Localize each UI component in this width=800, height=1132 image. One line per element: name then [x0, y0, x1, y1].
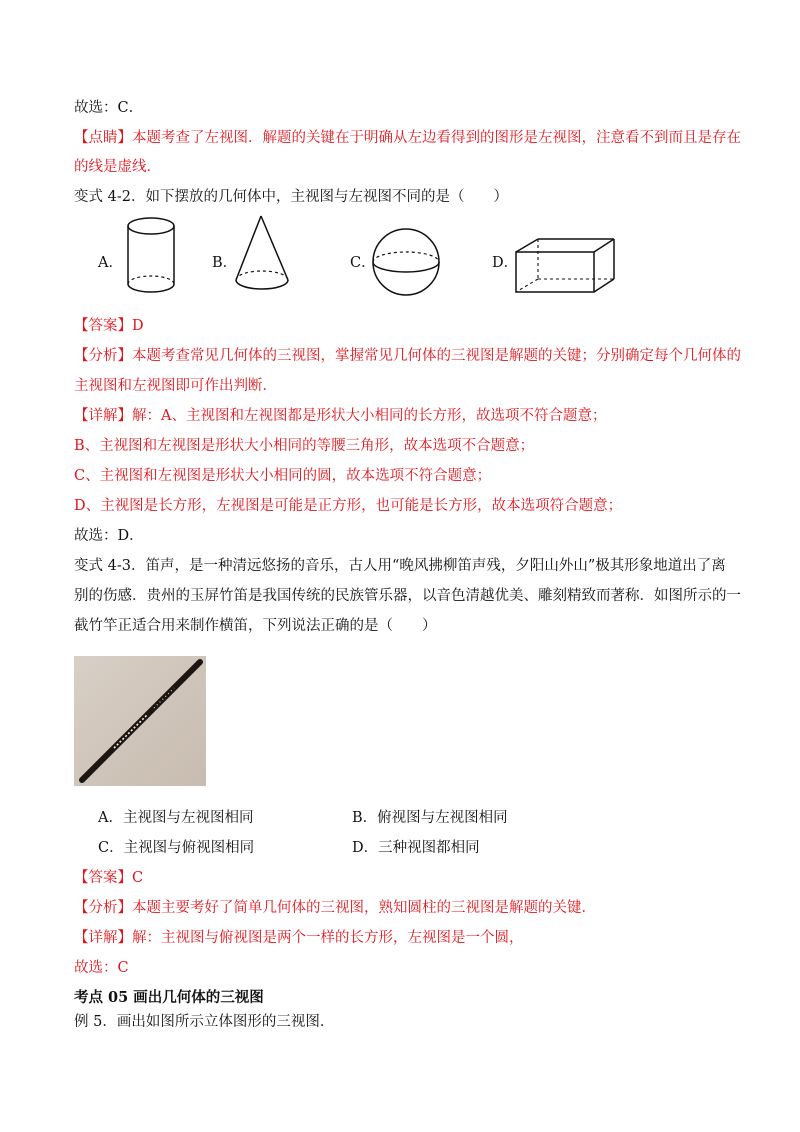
cuboid-figure [512, 236, 618, 296]
answer-4-2: 【答案】D [74, 318, 144, 334]
answer-choice-4-3: 故选：C [74, 960, 129, 976]
analysis-4-2-line-2: 主视图和左视图即可作出判断． [74, 378, 277, 394]
cone-figure [230, 212, 296, 296]
figure-label-a: A． [98, 255, 123, 271]
question-4-3-line-3: 截竹竿正适合用来制作横笛，下列说法正确的是（ ） [74, 618, 437, 634]
detail-4-2-b: B、主视图和左视图是形状大小相同的等腰三角形，故本选项不合题意； [74, 438, 535, 454]
section-heading: 考点 05 画出几何体的三视图 [74, 989, 264, 1006]
analysis-4-2-line-1: 【分析】本题考查常见几何体的三视图，掌握常见几何体的三视图是解题的关键；分别确定每个几何体的 [74, 348, 741, 364]
sphere-figure [368, 226, 444, 298]
tip-line-1: 【点睛】本题考查了左视图．解题的关键在于明确从左边看得到的图形是左视图，注意看不到而且是存在 [74, 130, 741, 146]
analysis-4-3: 【分析】本题主要考好了简单几何体的三视图，熟知圆柱的三视图是解题的关键． [74, 900, 596, 916]
figure-label-d: D． [492, 255, 519, 271]
cylinder-figure [118, 216, 184, 296]
question-4-3-line-2: 别的伤感．贵州的玉屏竹笛是我国传统的民族管乐器，以音色清越优美、雕刻精致而著称．如图所示的一 [74, 588, 741, 604]
answer-choice-line: 故选：C． [74, 100, 144, 116]
bamboo-flute-photo [74, 656, 206, 786]
detail-4-2-c: C、主视图和左视图是形状大小相同的圆，故本选项不符合题意； [74, 468, 492, 484]
detail-4-2-a: 【详解】解：A、主视图和左视图都是形状大小相同的长方形，故选项不符合题意； [74, 408, 607, 424]
answer-choice-4-2: 故选：D． [74, 528, 144, 544]
choice-d: D．三种视图都相同 [352, 840, 480, 856]
choice-a: A．主视图与左视图相同 [98, 810, 254, 826]
answer-4-3: 【答案】C [74, 870, 144, 886]
figure-label-c: C． [350, 255, 376, 271]
choice-c: C．主视图与俯视图相同 [98, 840, 255, 856]
question-4-2: 变式 4-2．如下摆放的几何体中，主视图与左视图不同的是（ ） [74, 189, 508, 205]
figure-label-b: B． [212, 255, 238, 271]
choice-b: B．俯视图与左视图相同 [352, 810, 508, 826]
detail-4-2-d: D、主视图是长方形，左视图是可能是正方形，也可能是长方形，故本选项符合题意； [74, 498, 623, 514]
question-4-3-line-1: 变式 4-3．笛声，是一种清远悠扬的音乐，古人用“晚风拂柳笛声残，夕阳山外山”极其形象地道出了离 [74, 558, 726, 574]
example-5: 例 5．画出如图所示立体图形的三视图． [74, 1014, 335, 1030]
detail-4-3: 【详解】解：主视图与俯视图是两个一样的长方形，左视图是一个圆， [74, 930, 524, 946]
tip-line-2: 的线是虚线． [74, 159, 161, 175]
flute-illustration [74, 656, 206, 786]
